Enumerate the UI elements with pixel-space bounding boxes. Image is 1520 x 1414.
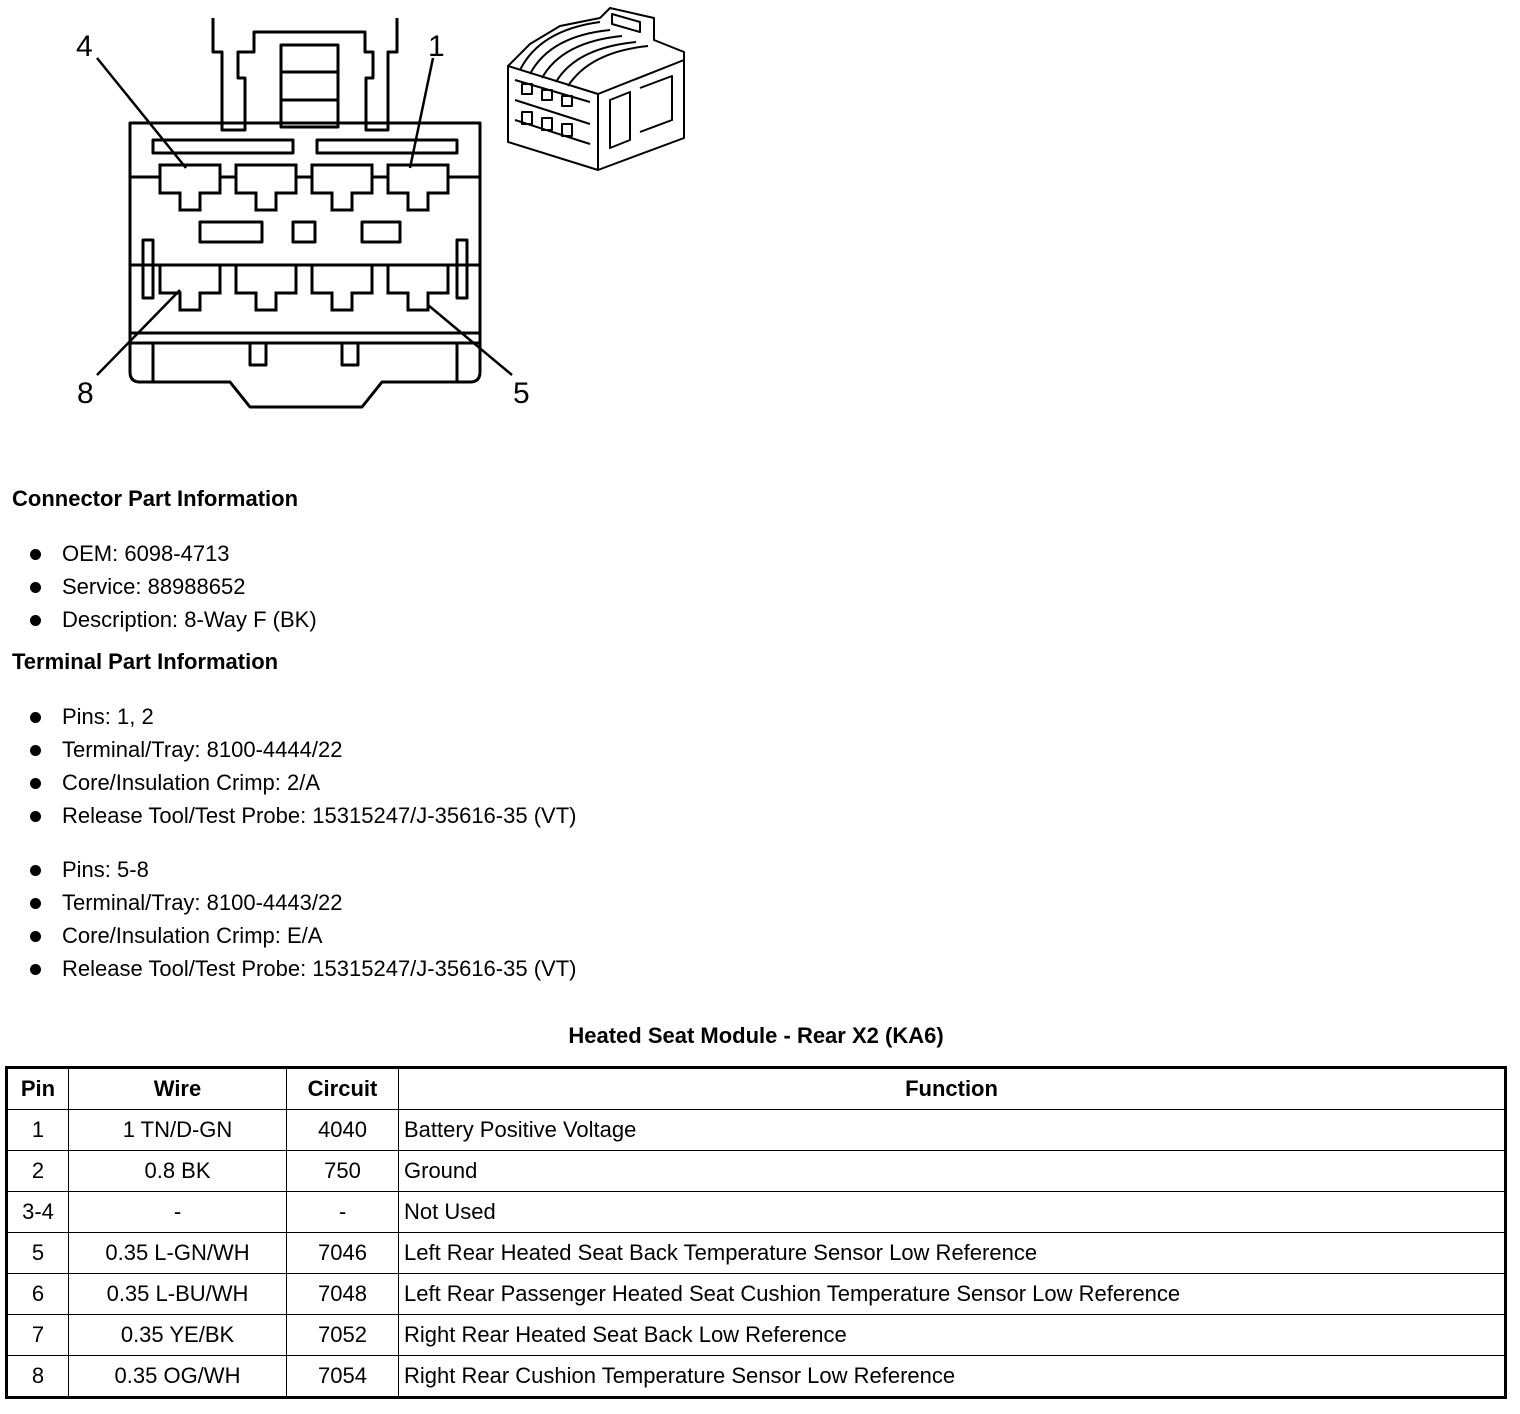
list-item: Core/Insulation Crimp: 2/A <box>28 766 576 799</box>
table-row <box>7 1274 1506 1315</box>
list-item: Terminal/Tray: 8100-4444/22 <box>28 733 576 766</box>
list-item: Pins: 1, 2 <box>28 700 576 733</box>
table-row <box>7 1315 1506 1356</box>
table-row <box>7 1356 1506 1398</box>
list-item: Terminal/Tray: 8100-4443/22 <box>28 886 576 919</box>
circuit-cell: - <box>287 1192 399 1233</box>
terminal-info-list-pins-1-2 <box>28 700 576 832</box>
circuit-cell: 7052 <box>287 1315 399 1356</box>
connector-info-list <box>28 537 317 636</box>
circuit-cell: 7054 <box>287 1356 399 1398</box>
wire-cell: 0.8 BK <box>69 1151 287 1192</box>
terminal-cavity-8 <box>160 265 220 310</box>
connector-face-view-icon <box>130 18 480 407</box>
wire-cell: 1 TN/D-GN <box>69 1110 287 1151</box>
terminal-info-heading: Terminal Part Information <box>12 649 279 674</box>
list-item: Release Tool/Test Probe: 15315247/J-35616-35 (VT) <box>28 799 576 832</box>
table-title: Heated Seat Module - Rear X2 (KA6) <box>568 1023 944 1048</box>
list-item: OEM: 6098-4713 <box>28 537 317 570</box>
pin-cell: 1 <box>7 1110 69 1151</box>
pin-cell: 2 <box>7 1151 69 1192</box>
column-header-function: Function <box>399 1068 1506 1110</box>
list-item: Release Tool/Test Probe: 15315247/J-35616-35 (VT) <box>28 952 576 985</box>
wire-cell: 0.35 OG/WH <box>69 1356 287 1398</box>
wire-cell: - <box>69 1192 287 1233</box>
circuit-cell: 7048 <box>287 1274 399 1315</box>
pin-cell: 8 <box>7 1356 69 1398</box>
function-cell: Left Rear Heated Seat Back Temperature Sensor Low Reference <box>399 1233 1506 1274</box>
list-item: Service: 88988652 <box>28 570 317 603</box>
pin-callout-4: 4 <box>76 30 93 63</box>
list-item: Core/Insulation Crimp: E/A <box>28 919 576 952</box>
column-header-circuit: Circuit <box>287 1068 399 1110</box>
column-header-wire: Wire <box>69 1068 287 1110</box>
upper-terminal-row <box>160 165 448 210</box>
connector-info-heading: Connector Part Information <box>12 486 299 511</box>
table-row <box>7 1110 1506 1151</box>
function-cell: Left Rear Passenger Heated Seat Cushion Temperature Sensor Low Reference <box>399 1274 1506 1315</box>
column-header-pin: Pin <box>7 1068 69 1110</box>
table-header-row <box>7 1068 1506 1110</box>
connector-isometric-icon <box>508 8 684 170</box>
function-cell: Battery Positive Voltage <box>399 1110 1506 1151</box>
pin-cell: 5 <box>7 1233 69 1274</box>
wire-cell: 0.35 L-GN/WH <box>69 1233 287 1274</box>
terminal-cavity-5 <box>388 265 448 310</box>
wire-cell: 0.35 L-BU/WH <box>69 1274 287 1315</box>
pin-cell: 6 <box>7 1274 69 1315</box>
pin-callout-5: 5 <box>513 377 530 410</box>
list-item: Description: 8-Way F (BK) <box>28 603 317 636</box>
pin-leader-lines <box>97 58 512 375</box>
terminal-cavity-1 <box>388 165 448 210</box>
terminal-cavity-3 <box>236 165 296 210</box>
list-item: Pins: 5-8 <box>28 853 576 886</box>
terminal-cavity-7 <box>236 265 296 310</box>
table-row <box>7 1192 1506 1233</box>
connector-diagram <box>0 0 720 430</box>
terminal-cavity-4 <box>160 165 220 210</box>
pin-cell: 3-4 <box>7 1192 69 1233</box>
function-cell: Right Rear Cushion Temperature Sensor Low Reference <box>399 1356 1506 1398</box>
terminal-cavity-2 <box>312 165 372 210</box>
pin-callout-1: 1 <box>428 30 445 63</box>
function-cell: Not Used <box>399 1192 1506 1233</box>
function-cell: Ground <box>399 1151 1506 1192</box>
table-row <box>7 1233 1506 1274</box>
circuit-cell: 4040 <box>287 1110 399 1151</box>
wire-cell: 0.35 YE/BK <box>69 1315 287 1356</box>
circuit-cell: 7046 <box>287 1233 399 1274</box>
table-row <box>7 1151 1506 1192</box>
pinout-table <box>5 1066 1507 1399</box>
terminal-info-list-pins-5-8 <box>28 853 576 985</box>
pin-cell: 7 <box>7 1315 69 1356</box>
lower-terminal-row <box>160 265 448 310</box>
circuit-cell: 750 <box>287 1151 399 1192</box>
terminal-cavity-6 <box>312 265 372 310</box>
function-cell: Right Rear Heated Seat Back Low Reference <box>399 1315 1506 1356</box>
pin-callout-8: 8 <box>77 377 94 410</box>
